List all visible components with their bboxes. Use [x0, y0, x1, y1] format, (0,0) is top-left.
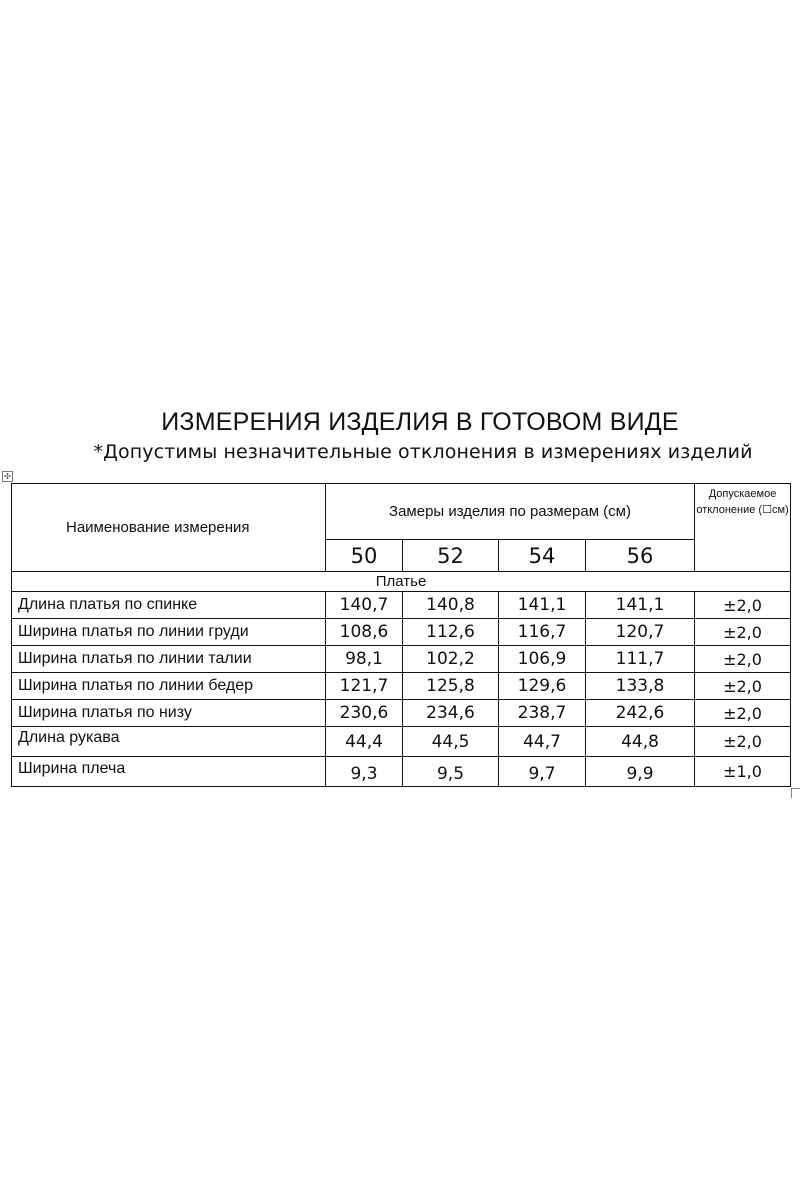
- measurement-value: 44,7: [499, 727, 586, 757]
- measurement-value: 238,7: [499, 700, 586, 727]
- document-subtitle: *Допустимы незначительные отклонения в измерениях изделий: [93, 441, 753, 463]
- measurement-value: 116,7: [499, 619, 586, 646]
- measurement-value: 98,1: [326, 646, 403, 673]
- measurement-value: 102,2: [403, 646, 499, 673]
- tolerance-value: ±2,0: [695, 727, 791, 757]
- table-row: [12, 673, 791, 700]
- size-cell: 50: [326, 540, 403, 572]
- tolerance-value: ±2,0: [695, 673, 791, 700]
- tolerance-value: ±2,0: [695, 592, 791, 619]
- move-cross-icon[interactable]: ✣: [2, 471, 13, 482]
- table-row: [12, 592, 791, 619]
- table-row: [12, 757, 791, 787]
- measurement-value: 9,5: [403, 757, 499, 787]
- measurement-value: 234,6: [403, 700, 499, 727]
- measurement-value: 9,9: [586, 757, 695, 787]
- measurement-value: 129,6: [499, 673, 586, 700]
- document-title: ИЗМЕРЕНИЯ ИЗДЕЛИЯ В ГОТОВОМ ВИДЕ: [161, 408, 679, 436]
- measurement-value: 9,7: [499, 757, 586, 787]
- tolerance-value: ±2,0: [695, 700, 791, 727]
- measurement-name: Ширина платья по линии груди: [12, 619, 326, 646]
- section-label: Платье: [12, 572, 791, 592]
- header-tolerance-cell: Допускаемое отклонение (☐см): [695, 484, 791, 572]
- measurement-name: Ширина платья по линии талии: [12, 646, 326, 673]
- measurement-value: 111,7: [586, 646, 695, 673]
- measurement-value: 133,8: [586, 673, 695, 700]
- measurement-value: 230,6: [326, 700, 403, 727]
- measurement-value: 125,8: [403, 673, 499, 700]
- measurement-value: 44,4: [326, 727, 403, 757]
- measurements-table: [11, 483, 791, 787]
- measurement-value: 9,3: [326, 757, 403, 787]
- measurement-name: Длина рукава: [12, 727, 326, 757]
- measurement-value: 108,6: [326, 619, 403, 646]
- tolerance-value: ±2,0: [695, 646, 791, 673]
- corner-mark: [791, 788, 800, 798]
- measurement-value: 242,6: [586, 700, 695, 727]
- measurement-value: 120,7: [586, 619, 695, 646]
- header-name-cell: Наименование измерения: [12, 484, 326, 572]
- measurement-value: 141,1: [499, 592, 586, 619]
- header-row: [12, 484, 791, 540]
- tolerance-value: ±2,0: [695, 619, 791, 646]
- measurement-name: Ширина платья по линии бедер: [12, 673, 326, 700]
- table-row: [12, 646, 791, 673]
- measurement-name: Длина платья по спинке: [12, 592, 326, 619]
- section-row: [12, 572, 791, 592]
- size-cell: 54: [499, 540, 586, 572]
- measurement-value: 44,5: [403, 727, 499, 757]
- header-sizes-cell: Замеры изделия по размерам (см): [326, 484, 695, 540]
- measurement-value: 140,8: [403, 592, 499, 619]
- table-row: [12, 700, 791, 727]
- measurement-value: 121,7: [326, 673, 403, 700]
- tolerance-value: ±1,0: [695, 757, 791, 787]
- table-row: [12, 619, 791, 646]
- size-cell: 56: [586, 540, 695, 572]
- measurement-value: 140,7: [326, 592, 403, 619]
- measurement-value: 112,6: [403, 619, 499, 646]
- size-cell: 52: [403, 540, 499, 572]
- measurement-value: 141,1: [586, 592, 695, 619]
- measurement-value: 44,8: [586, 727, 695, 757]
- measurement-name: Ширина плеча: [12, 757, 326, 787]
- table-row: [12, 727, 791, 757]
- measurement-name: Ширина платья по низу: [12, 700, 326, 727]
- measurement-value: 106,9: [499, 646, 586, 673]
